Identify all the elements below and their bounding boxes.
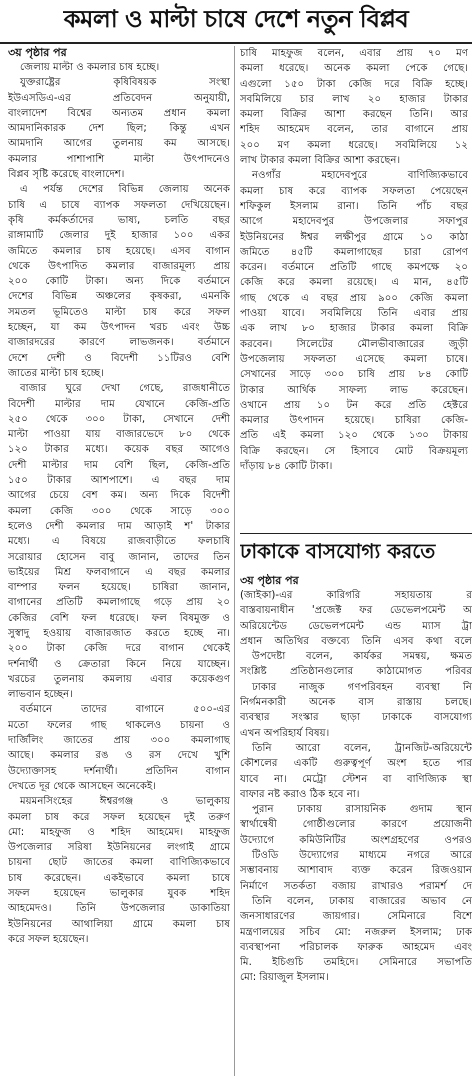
text-line: এখন অপরিহার্য বিষয়।: [240, 727, 330, 739]
text-line: করেন। বর্তমানে প্রতিটি গাছে কমপক্ষে ২০: [240, 262, 468, 274]
text-line: বিদেশী মাল্টার দাম যেখানে কেজি-প্রতি: [8, 398, 230, 410]
text-line: শফিকুল ইসলাম রানা। তিনি পাঁচ বছর: [240, 200, 468, 212]
text-line: পুরান ঢাকায় রাসায়নিক গুদাম স্থান: [252, 804, 472, 816]
text-line: আগে মহাদেবপুর উপজেলার সফাপুর: [240, 216, 468, 228]
left-column: [8, 46, 230, 1078]
text-line: বাজারদরের কারণে লাভজনক। বর্তমানে: [8, 337, 230, 349]
text-line: অরিয়েন্টেড ডেভেলপমেন্ট এন্ড ম্যাস ট্রা: [240, 620, 472, 632]
text-line: টাকার আর্থিক সাফল্য লাভ করেছেন।: [240, 384, 468, 396]
text-line: ২০০ টাকা কেজি দরে বাগান থেকেই: [8, 643, 230, 655]
text-line: আহমেদও। তিনি উপজেলার ডাকাতিয়া: [8, 903, 230, 915]
text-line: সংশ্লিষ্ট প্রতিষ্ঠানগুলোর কাঠামোগত পরিবর: [240, 666, 472, 678]
text-line: নওগাঁর মহাদেবপুরে বাণিজ্যিকভাবে: [252, 170, 468, 182]
text-line: কমলা বিক্রির আশা করছেন তিনি। আর: [240, 109, 468, 121]
continuation-byline: ৩য় পৃষ্ঠার পর: [8, 46, 67, 59]
text-line: দেশের বিভিন্ন অঞ্চলের কৃষকরা, এমনকি: [8, 291, 230, 303]
text-line: ১৫০ টাকার আশপাশে। এ বছর দাম: [8, 475, 230, 487]
text-line: সরোয়ার হোসেন বাবু জানান, তাদের তিন: [8, 551, 230, 563]
text-line: কেজি করে কমলা রয়েছে। এ মান, ৪৫টি: [240, 277, 468, 289]
text-line: প্রধান অতিথির বক্তব্যে তিনি এসব কথা বলে: [240, 635, 472, 647]
text-line: যাবে না। মেট্রো স্টেশন বা বাণিজ্যিক স্থা: [240, 773, 472, 785]
text-line: মতো ফলের গাছ থাকলেও চায়না ও: [8, 719, 230, 731]
text-line: ওখানে প্রায় ১০ টন করে প্রতি হেক্টরে: [240, 399, 468, 411]
text-line: ঢাকার নাজুক গণপরিবহন ব্যবস্থা নি: [252, 681, 472, 693]
text-line: সম্ভাবনায় আশাবাদ ব্যক্ত করেন রিজওয়ান: [240, 865, 472, 877]
text-line: কৃষি কর্মকর্তাদের ভাষ্য, চলতি বছর: [8, 214, 230, 226]
text-line: শহিদ আহমেদ বলেন, তার বাগানে প্রায়: [240, 124, 468, 136]
text-line: আমদানি আগের তুলনায় কম আসছে।: [8, 138, 230, 150]
text-line: বাগানের প্রতিটি কমলাগাছে গড়ে প্রায় ২০: [8, 597, 230, 609]
text-line: খরচের তুলনায় কমলায় এবার কয়েকগুণ: [8, 673, 230, 685]
text-line: সফল হয়েছেন ভালুকার যুবক শহিদ: [8, 888, 230, 900]
text-line: বিপ্লব সৃষ্টি করেছে বাংলাদেশ।: [8, 169, 125, 181]
text-line: দেশে দেশী ও বিদেশী ১১টিরও বেশি: [8, 352, 230, 364]
sub-article-headline: ঢাকাকে বাসযোগ্য করতে: [240, 538, 436, 563]
text-line: টিওডি উদ্যোগের মাধ্যমে নগরে আরে: [252, 850, 472, 862]
text-line: ২০০ কোটি টাকা। অন্য দিকে বর্তমানে: [8, 276, 230, 288]
sub-article-rule: [240, 533, 472, 534]
text-line: কমলা কেজি ৩০০ থেকে সাড়ে ৩০০: [8, 505, 230, 517]
text-line: ময়মনসিংহের ঈশ্বরগঞ্জ ও ভালুকায়: [20, 796, 230, 808]
text-line: উপজেলায় সফলতা এসেছে কমলা চাষে।: [240, 353, 468, 365]
text-line: হলেও দেশী কমলার দাম আড়াই শ' টাকার: [8, 520, 230, 532]
text-line: রাঙ্গামাটি জেলার দুই হাজার ১০০ একর: [8, 230, 230, 242]
text-line: উপজেলার সরিষা ইউনিয়নের লংগাই গ্রামে: [8, 842, 230, 854]
text-line: জনসাধারণের জায়গার। সেমিনারে বিশে: [240, 911, 472, 923]
text-line: তিনি বলেন, ঢাকায় বাজারের অভাব নে: [252, 895, 472, 907]
text-line: ইউএসডিএ-এর প্রতিবেদন অনুযায়ী,: [8, 92, 230, 104]
text-line: কৌশলের একটি গুরুত্বপূর্ণ অংশ হতে পার: [240, 758, 472, 770]
text-line: জমিতে কমলার চাষ হয়েছে। এসব বাগান: [8, 245, 230, 257]
page-headline: কমলা ও মাল্টা চাষে দেশে নতুন বিপ্লব: [63, 5, 409, 33]
text-line: সবমিলিয়ে চার লাখ ২০ হাজার টাকার: [240, 93, 468, 105]
text-line: আমদানিকারক দেশ ছিল; কিন্তু এখন: [8, 123, 230, 135]
text-line: সেখানের সাড়ে ৩০০ চাষি প্রায় ৮৪ কোটি: [240, 369, 468, 381]
text-line: নির্মাণে সতর্কতা বজায় রাখারও পরামর্শ দে: [240, 880, 472, 892]
text-line: উদ্যোগে কমিউনিটির অংশগ্রহণের ওপরও: [240, 834, 472, 846]
text-line: আছে। কমলার রঙ ও রস দেখে খুশি: [8, 750, 230, 762]
text-line: বাফার নষ্ট করাও ঠিক হবে না।: [240, 788, 360, 800]
text-line: চাষি মাহফুজ বলেন, এবার প্রায় ৭০ মণ: [240, 48, 468, 59]
text-line: জেলায় মাল্টা ও কমলার চাষ হচ্ছে।: [20, 62, 160, 73]
text-line: হচ্ছেন, যা কম উৎপাদন খরচ এবং উচ্চ: [8, 322, 230, 334]
text-line: কেজির বেশি ফল ধরেছে। ফল বিষমুক্ত ও: [8, 612, 230, 624]
text-line: জমিতে ৪৫টি কমলাগাছের চারা রোপণ: [240, 246, 468, 258]
text-line: বাংলাদেশ বিশ্বের অন্যতম প্রধান কমলা: [8, 107, 230, 119]
text-line: বর্তমানে তাদের বাগানে ৫০০-এর: [20, 704, 230, 716]
text-line: মাল্টা পাওয়া যায় বাজারভেদে ৮০ থেকে: [8, 429, 230, 441]
sub-article-byline: ৩য় পৃষ্ঠার পর: [240, 574, 299, 587]
text-line: উদ্যোক্তাসহ দর্শনার্থী। প্রতিদিন বাগান: [8, 765, 230, 777]
text-line: দার্জিলিং জাতের প্রায় ৩০০ কমলাগাছ: [8, 735, 230, 747]
text-line: সুস্বাদু হওয়ায় বাজারজাত করতে হচ্ছে না।: [8, 627, 230, 639]
text-line: মো: রিয়াজুল ইসলাম।: [240, 972, 329, 984]
text-line: ২৫০ থেকে ৩০০ টাকা, সেখানে দেশী: [8, 413, 230, 425]
text-line: জাতের মাল্টা চাষ হচ্ছে।: [8, 367, 104, 379]
right-column-top: [240, 46, 468, 531]
text-line: নির্গমনকারী অনেক বাস রাস্তায় চলছে।: [240, 697, 472, 709]
text-line: এ পর্যন্ত দেশের বিভিন্ন জেলায় অনেক: [20, 184, 230, 196]
text-line: চায়না ছোট জাতের কমলা বাণিজ্যিকভাবে: [8, 857, 230, 869]
column-divider: [234, 46, 235, 1076]
text-line: লাভবান হচ্ছেন।: [8, 689, 73, 701]
text-line: মো: মাহফুজ ও শহিদ আহমেদ। মাহফুজ: [8, 826, 230, 838]
text-line: কমলার উৎপাদন হয়েছে। চাষিরা কেজি-: [240, 415, 468, 427]
text-line: এগুলো ১৫০ টাকা কেজি দরে বিক্রি হচ্ছে।: [240, 78, 468, 90]
text-line: গাছ থেকে এ বছর প্রায় ৯০০ কেজি কমলা: [240, 292, 468, 304]
left-column-body: [8, 60, 230, 947]
text-line: পাওয়া যাবে। সবমিলিয়ে তিনি এবার প্রায়: [240, 308, 468, 320]
sub-article-body: [240, 588, 472, 986]
text-line: ব্যবস্থাপনা পরিচালক ফারুক আহমেদ এবং: [240, 941, 472, 953]
text-line: কমলা চাষ করে ব্যাপক সফলতা পেয়েছেন: [240, 185, 468, 197]
text-line: কমলা ধরেছে। অনেক কমলা পেকে গেছে।: [240, 63, 468, 75]
text-line: ২০০ মণ কমলা ধরেছে। সবমিলিয়ে ১২: [240, 139, 468, 151]
text-line: কমলা চাষ করে সফল হয়েছেন দুই তরুণ: [8, 811, 230, 823]
text-line: করে সফল হয়েছেন।: [8, 933, 89, 945]
text-line: স্বার্থান্বেষী গোষ্ঠীগুলোর কারণে প্রয়োজনী: [240, 819, 472, 831]
text-line: বিক্রি করছেন। সে হিসাবে মোট বিক্রয়মূল্য: [240, 445, 468, 457]
text-line: ব্যবস্থার সংস্কার ছাড়া ঢাকাকে বাসযোগ্য: [240, 712, 472, 724]
text-line: প্রতি এই কমলা ১২০ থেকে ১৩০ টাকায়: [240, 430, 468, 442]
text-line: দাঁড়ায় ৮৪ কোটি টাকা।: [240, 461, 333, 473]
text-line: দেখতে দূর থেকে আসছেন অনেকেই।: [8, 780, 156, 792]
text-line: দেশী মাল্টার দাম বেশি ছিল, কেজি-প্রতি: [8, 459, 230, 471]
headline-rule: [0, 42, 472, 44]
text-line: বাজার ঘুরে দেখা গেছে, রাজধানীতে: [20, 383, 230, 395]
text-line: ইউনিয়নের ঈশ্বর লক্ষীপুর গ্রামে ১০ কাঠা: [240, 231, 468, 243]
text-line: উপদেষ্টা বলেন, কার্যকর সমন্বয়, ক্ষমত: [252, 651, 472, 663]
text-line: এক লাখ ৮০ হাজার টাকার কমলা বিক্রি: [240, 323, 468, 335]
text-line: ১২০ টাকার মধ্যে। কয়েক বছর আগেও: [8, 444, 230, 456]
text-line: লাখ টাকার কমলা বিক্রির আশা করছেন।: [240, 155, 401, 167]
text-line: বাম্পার ফলন হয়েছে। চাষিরা জানান,: [8, 582, 230, 594]
text-line: সমতল ভূমিতেও মাল্টা চাষ করে সফল: [8, 306, 230, 318]
text-line: কমলার পাশাপাশি মাল্টা উৎপাদনেও: [8, 153, 230, 165]
text-line: ভাইয়ের মিশ্র ফলবাগানে এ বছর কমলার: [8, 566, 230, 578]
text-line: যুক্তরাষ্ট্রের কৃষিবিষয়ক সংস্থা: [20, 77, 230, 89]
text-line: আগের চেয়ে বেশ কম। অন্য দিকে বিদেশী: [8, 490, 230, 502]
text-line: চাষ করেছেন। একইভাবে কমলা চাষে: [8, 872, 230, 884]
text-line: মন্ত্রণালয়ের সচিব মো: নজরুল ইসলাম; ঢাক: [240, 926, 472, 938]
text-line: তিনি আরো বলেন, ট্রানজিট-অরিয়েন্টে: [252, 742, 472, 754]
text-line: (জাইকা)-এর কারিগরি সহায়তায় র: [240, 590, 472, 601]
text-line: দর্শনার্থী ও ক্রেতারা কিনে নিয়ে যাচ্ছেন।: [8, 658, 230, 670]
text-line: ইউনিয়নের আথালিয়া গ্রামে কমলা চাষ: [8, 918, 230, 930]
text-line: মধ্যে। এ বিষয়ে রাজবাড়ীতে ফলচাষি: [8, 536, 230, 548]
right-column-body: [240, 46, 468, 474]
text-line: করবেন। সিলেটের মৌলভীবাজারের জুড়ী: [240, 338, 468, 350]
text-line: বাস্তবায়নাধীন 'প্রজেক্ট ফর ডেভেলপমেন্ট অ: [240, 605, 472, 617]
sub-article: [240, 574, 472, 1078]
text-line: চাষি এ চাষে ব্যাপক সফলতা দেখিয়েছেন।: [8, 199, 230, 211]
text-line: মি. ইচিগুচি তমহিদে। সেমিনারে সভাপতি: [240, 957, 472, 969]
text-line: থেকে উৎপাদিত কমলার বাজারমূল্য প্রায়: [8, 260, 230, 272]
